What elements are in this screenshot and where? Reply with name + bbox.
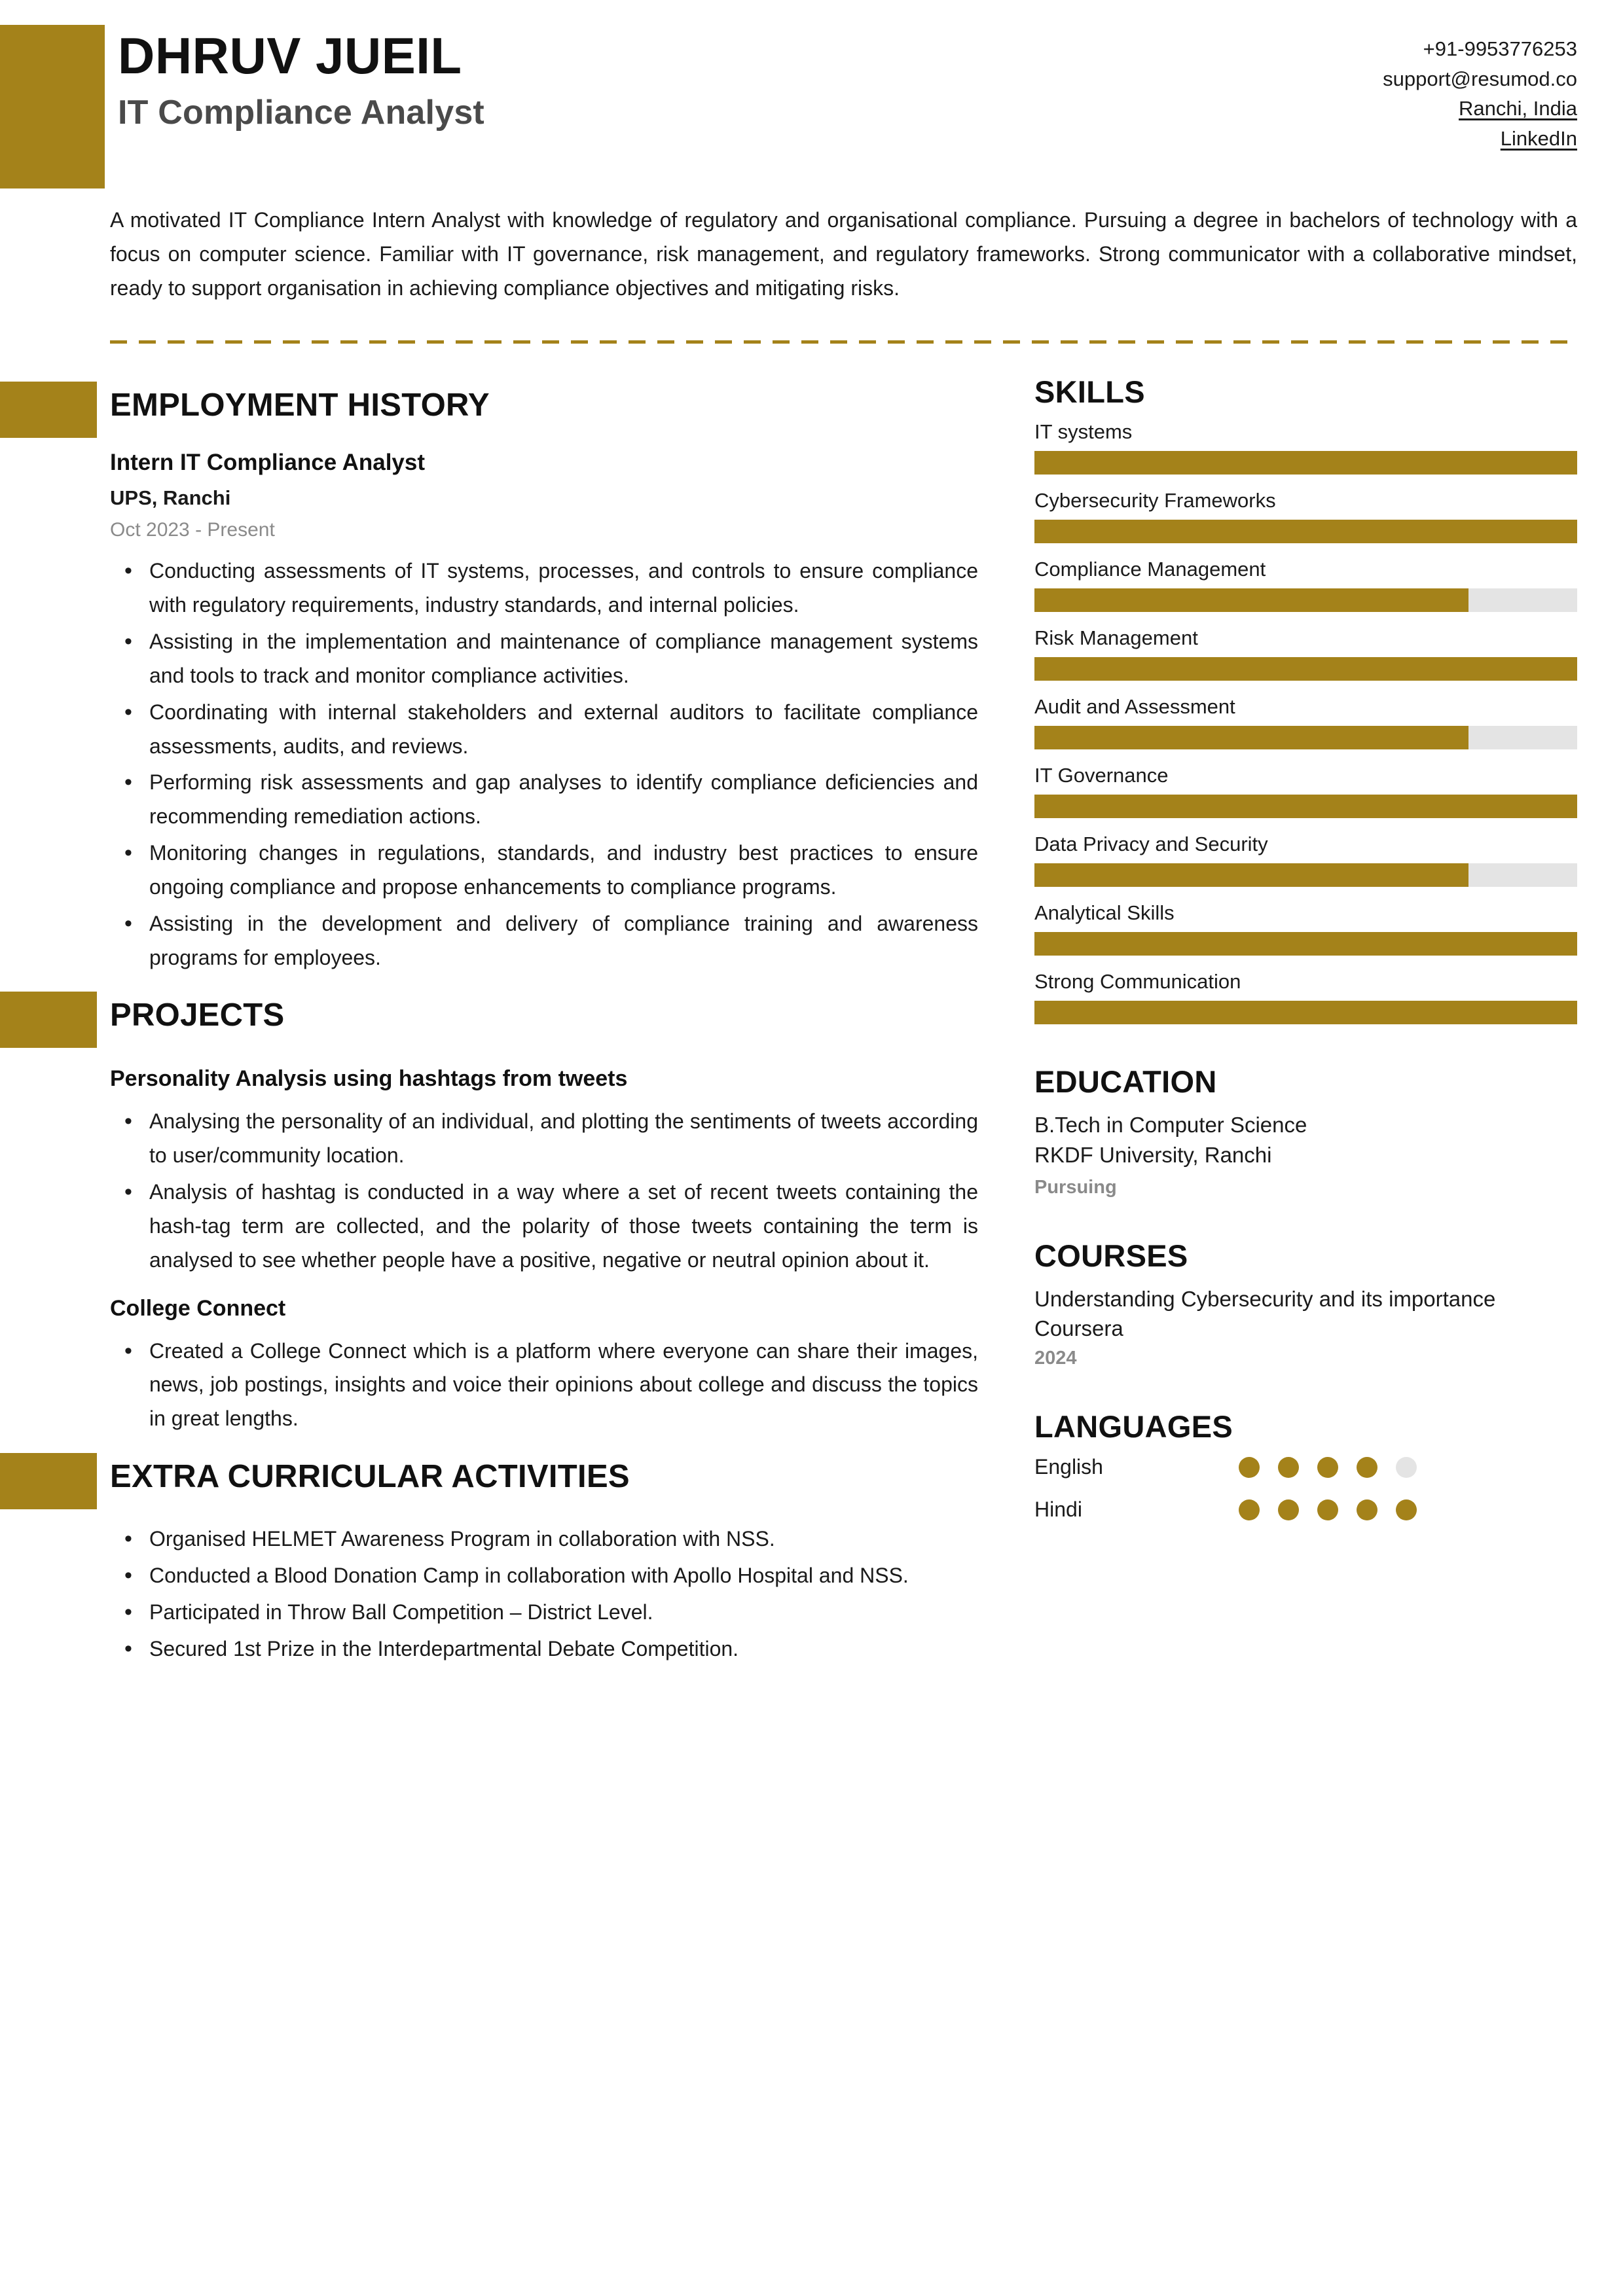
job-bullet: • Performing risk assessments and gap analyses to identify compliance deficiencies and recommending remediation actions. [110, 766, 978, 834]
job-organisation: UPS, Ranchi [110, 486, 231, 510]
contact-email[interactable]: support@resumod.co [1383, 67, 1577, 90]
left-column [0, 365, 1034, 1668]
skill-label: Risk Management [1034, 626, 1198, 650]
extra-curricular-bullet-list [110, 1522, 978, 1666]
project-title: Personality Analysis using hashtags from tweets [110, 1066, 628, 1092]
right-column [1034, 365, 1623, 1668]
skill-label: Compliance Management [1034, 558, 1266, 581]
section-projects [0, 992, 1034, 1436]
skill-bar-fill [1034, 863, 1468, 887]
section-skills [1034, 374, 1577, 1024]
job-bullet: • Coordinating with internal stakeholders and external auditors to facilitate compliance assessments, audits, and reviews. [110, 696, 978, 764]
courses-heading: COURSES [1034, 1238, 1188, 1273]
job-bullet: • Conducting assessments of IT systems, processes, and controls to ensure compliance with regulatory requirements, industry standards, and internal policies. [110, 554, 978, 622]
skill-bar-fill [1034, 795, 1577, 818]
project-bullet-list [110, 1335, 978, 1436]
education-status: Pursuing [1034, 1176, 1117, 1198]
job-bullet: • Monitoring changes in regulations, standards, and industry best practices to ensure ongoing compliance and propose enhancements to compliance programs. [110, 836, 978, 905]
rating-dot-filled [1357, 1499, 1377, 1520]
section-education [1034, 1064, 1577, 1198]
skill-bar-track [1034, 795, 1577, 818]
rating-dot-filled [1317, 1499, 1338, 1520]
project-title: College Connect [110, 1295, 286, 1321]
skill-bar-fill [1034, 1001, 1577, 1024]
section-languages [1034, 1408, 1577, 1522]
project-bullet: • Created a College Connect which is a platform where everyone can share their images, news, job postings, insights and voice their opinions about college and discuss the topics in great lengths. [110, 1335, 978, 1436]
section-courses [1034, 1238, 1577, 1370]
contact-block [1383, 25, 1577, 153]
education-degree: B.Tech in Computer Science [1034, 1113, 1307, 1138]
skill-bar-fill [1034, 451, 1577, 475]
skill-bar-fill [1034, 726, 1468, 749]
extra-curricular-accent-block [0, 1453, 97, 1509]
extra-curricular-bullet: • Participated in Throw Ball Competition – District Level. [110, 1596, 978, 1630]
skill-label: IT Governance [1034, 764, 1169, 787]
rating-dot-filled [1278, 1457, 1299, 1478]
skill-item [1034, 901, 1577, 956]
skill-item [1034, 489, 1577, 543]
contact-phone[interactable]: +91-9953776253 [1423, 37, 1577, 60]
extra-curricular-bullet: • Conducted a Blood Donation Camp in collaboration with Apollo Hospital and NSS. [110, 1559, 978, 1593]
rating-dot-filled [1317, 1457, 1338, 1478]
course-year: 2024 [1034, 1348, 1077, 1369]
course-provider: Coursera [1034, 1316, 1123, 1341]
skill-item [1034, 764, 1577, 818]
extra-curricular-heading-row [0, 1453, 1034, 1509]
name-block [118, 25, 484, 132]
language-item [1034, 1455, 1577, 1479]
job-title: Intern IT Compliance Analyst [110, 450, 426, 476]
job-bullet-list [110, 554, 978, 975]
rating-dot-filled [1396, 1499, 1417, 1520]
extra-curricular-bullet: • Organised HELMET Awareness Program in collaboration with NSS. [110, 1522, 978, 1556]
project-bullet: • Analysing the personality of an individual, and plotting the sentiments of tweets according to user/community location. [110, 1105, 978, 1173]
contact-linkedin-link[interactable]: LinkedIn [1500, 126, 1577, 150]
skill-item [1034, 970, 1577, 1024]
course-item [1034, 1284, 1577, 1370]
skill-item [1034, 695, 1577, 749]
language-item [1034, 1498, 1577, 1522]
skill-bar-track [1034, 932, 1577, 956]
skill-bar-track [1034, 657, 1577, 681]
skill-label: Audit and Assessment [1034, 695, 1235, 719]
projects-body [0, 1066, 1034, 1436]
employment-heading-row [0, 382, 1034, 438]
skill-label: IT systems [1034, 420, 1133, 444]
projects-accent-block [0, 992, 97, 1048]
course-name: Understanding Cybersecurity and its importance [1034, 1286, 1496, 1311]
language-name: Hindi [1034, 1498, 1082, 1522]
body-columns [0, 344, 1623, 1668]
skill-bar-track [1034, 726, 1577, 749]
skill-item [1034, 626, 1577, 681]
job-bullet: • Assisting in the development and delivery of compliance training and awareness programs for employees. [110, 907, 978, 975]
employment-body [0, 450, 1034, 975]
resume-header [0, 0, 1623, 196]
rating-dot-empty [1396, 1457, 1417, 1478]
skill-bar-track [1034, 451, 1577, 475]
skill-bar-track [1034, 588, 1577, 612]
language-name: English [1034, 1455, 1103, 1479]
projects-heading-row [0, 992, 1034, 1048]
languages-heading: LANGUAGES [1034, 1409, 1233, 1444]
project-bullet: • Analysis of hashtag is conducted in a way where a set of recent tweets containing the hash-tag term are collected, and the polarity of those tweets containing the term is analysed to see whether people have a positive, negative or neutral opinion about it. [110, 1175, 978, 1277]
rating-dot-filled [1278, 1499, 1299, 1520]
skill-bar-fill [1034, 520, 1577, 543]
skill-label: Strong Communication [1034, 970, 1241, 994]
skill-bar-fill [1034, 588, 1468, 612]
extra-curricular-heading: EXTRA CURRICULAR ACTIVITIES [110, 1459, 630, 1495]
skill-bar-track [1034, 520, 1577, 543]
skill-bar-fill [1034, 657, 1577, 681]
education-heading: EDUCATION [1034, 1064, 1217, 1100]
skill-item [1034, 833, 1577, 887]
extra-curricular-bullet: • Secured 1st Prize in the Interdepartmental Debate Competition. [110, 1632, 978, 1666]
candidate-job-title: IT Compliance Analyst [118, 93, 484, 132]
skill-item [1034, 558, 1577, 612]
language-rating-dots [1239, 1499, 1417, 1520]
education-school: RKDF University, Ranchi [1034, 1143, 1272, 1167]
skills-heading: SKILLS [1034, 374, 1145, 410]
job-bullet: • Assisting in the implementation and maintenance of compliance management systems and tools to track and monitor compliance activities. [110, 625, 978, 693]
job-dates: Oct 2023 - Present [110, 519, 275, 541]
professional-summary: A motivated IT Compliance Intern Analyst with knowledge of regulatory and organisational compliance. Pursuing a degree in bachelors of technology with a focus on computer science. Familiar with IT governance, risk management, and regulatory frameworks. Strong communicator with a collaborative mindset, ready to support organisation in achieving compliance objectives and mitigating risks. [110, 208, 1577, 300]
skill-bar-track [1034, 1001, 1577, 1024]
contact-location[interactable]: Ranchi, India [1459, 97, 1577, 120]
employment-accent-block [0, 382, 97, 438]
project-bullet-list [110, 1105, 978, 1277]
rating-dot-filled [1239, 1457, 1260, 1478]
language-rating-dots [1239, 1457, 1417, 1478]
education-item [1034, 1110, 1577, 1198]
skill-label: Analytical Skills [1034, 901, 1175, 925]
skill-item [1034, 420, 1577, 475]
skill-label: Cybersecurity Frameworks [1034, 489, 1276, 512]
candidate-name: DHRUV JUEIL [118, 27, 462, 84]
header-accent-block [0, 25, 105, 188]
section-extra-curricular [0, 1453, 1034, 1666]
rating-dot-filled [1357, 1457, 1377, 1478]
extra-curricular-body [0, 1522, 1034, 1666]
rating-dot-filled [1239, 1499, 1260, 1520]
skill-bar-fill [1034, 932, 1577, 956]
section-employment-history [0, 382, 1034, 975]
employment-heading: EMPLOYMENT HISTORY [110, 387, 490, 423]
skill-bar-track [1034, 863, 1577, 887]
projects-heading: PROJECTS [110, 997, 285, 1033]
skill-label: Data Privacy and Security [1034, 833, 1268, 856]
